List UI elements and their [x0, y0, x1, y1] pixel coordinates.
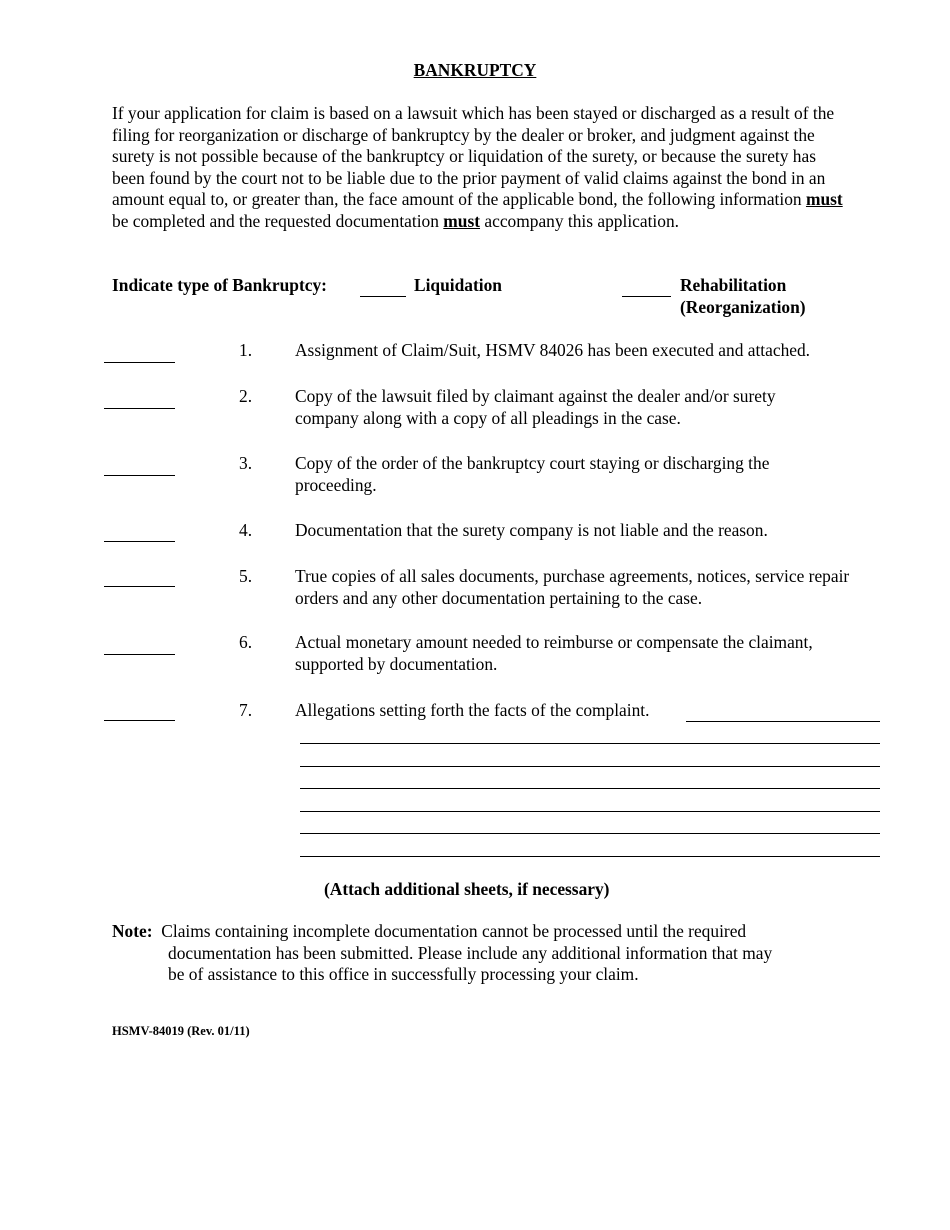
- item-4-text: Documentation that the surety company is not liable and the reason.: [295, 520, 768, 540]
- intro-text-3: accompany this application.: [484, 210, 679, 231]
- intro-paragraph: [112, 103, 852, 233]
- intro-must-1: must: [805, 189, 843, 210]
- item-7-text: Allegations setting forth the facts of the complaint.: [295, 700, 650, 720]
- allegations-line-5[interactable]: [300, 811, 880, 812]
- item-4-number: 4.: [239, 520, 253, 540]
- intro-must-2: must: [443, 210, 481, 231]
- item-3-number: 3.: [239, 453, 253, 473]
- item-2-text: Copy of the lawsuit filed by claimant against the dealer and/or surety company along with a copy of all pleadings in the case.: [295, 386, 776, 428]
- allegations-line-7[interactable]: [300, 856, 880, 857]
- item-5-check-line[interactable]: [104, 586, 175, 587]
- item-7-check-line[interactable]: [104, 720, 175, 721]
- note-block: [112, 921, 852, 986]
- item-5-text: True copies of all sales documents, purchase agreements, notices, service repair orders and any other documentation pertaining to the case.: [295, 566, 850, 608]
- item-6-check-line[interactable]: [104, 654, 175, 655]
- item-1-number: 1.: [239, 340, 253, 360]
- intro-text-2: be completed and the requested documentation: [112, 210, 439, 231]
- note-line-3: be of assistance to this office in successfully processing your claim.: [168, 964, 639, 985]
- rehabilitation-checkbox-line[interactable]: [622, 296, 671, 297]
- note-label: Note:: [112, 921, 153, 941]
- item-2-number: 2.: [239, 386, 253, 406]
- intro-text-1: If your application for claim is based on a lawsuit which has been stayed or discharged as a result of the filing for reorganization or discharge of bankruptcy by the dealer or broker, and judgment against the surety is not possible because of the bankruptcy or liquidation of the surety, or because the surety has been found by the court not to be liable due to the prior payment of valid claims against the bond in an amount equal to, or greater than, the face amount of the applicable bond, the following information: [112, 103, 835, 210]
- rehabilitation-label-line1: Rehabilitation: [680, 275, 787, 295]
- allegations-line-3[interactable]: [300, 766, 880, 767]
- rehabilitation-label-line2: (Reorganization): [680, 296, 806, 317]
- item-6-number: 6.: [239, 632, 253, 652]
- form-number-footer: HSMV-84019 (Rev. 01/11): [112, 1024, 250, 1038]
- allegations-line-4[interactable]: [300, 788, 880, 789]
- allegations-line-6[interactable]: [300, 833, 880, 834]
- rehabilitation-label: [680, 275, 806, 318]
- item-4-check-line[interactable]: [104, 541, 175, 542]
- page-title: BANKRUPTCY: [413, 60, 537, 80]
- liquidation-checkbox-line[interactable]: [360, 296, 406, 297]
- item-3-check-line[interactable]: [104, 475, 175, 476]
- item-6-text: Actual monetary amount needed to reimburse or compensate the claimant, supported by documentation.: [295, 632, 813, 674]
- item-1-check-line[interactable]: [104, 362, 175, 363]
- liquidation-label: Liquidation: [414, 275, 502, 295]
- note-line-1: Claims containing incomplete documentation cannot be processed until the required: [161, 921, 747, 941]
- item-5-number: 5.: [239, 566, 253, 586]
- item-2-check-line[interactable]: [104, 408, 175, 409]
- item-1-text: Assignment of Claim/Suit, HSMV 84026 has been executed and attached.: [295, 340, 811, 360]
- item-3-text: Copy of the order of the bankruptcy court staying or discharging the proceeding.: [295, 453, 770, 495]
- allegations-line-2[interactable]: [300, 743, 880, 744]
- attach-sheets-note: (Attach additional sheets, if necessary): [324, 879, 610, 899]
- bankruptcy-type-label: Indicate type of Bankruptcy:: [112, 275, 327, 295]
- item-7-number: 7.: [239, 700, 253, 720]
- allegations-line-1[interactable]: [686, 721, 880, 722]
- note-line-2: documentation has been submitted. Please include any additional information that may: [168, 942, 773, 963]
